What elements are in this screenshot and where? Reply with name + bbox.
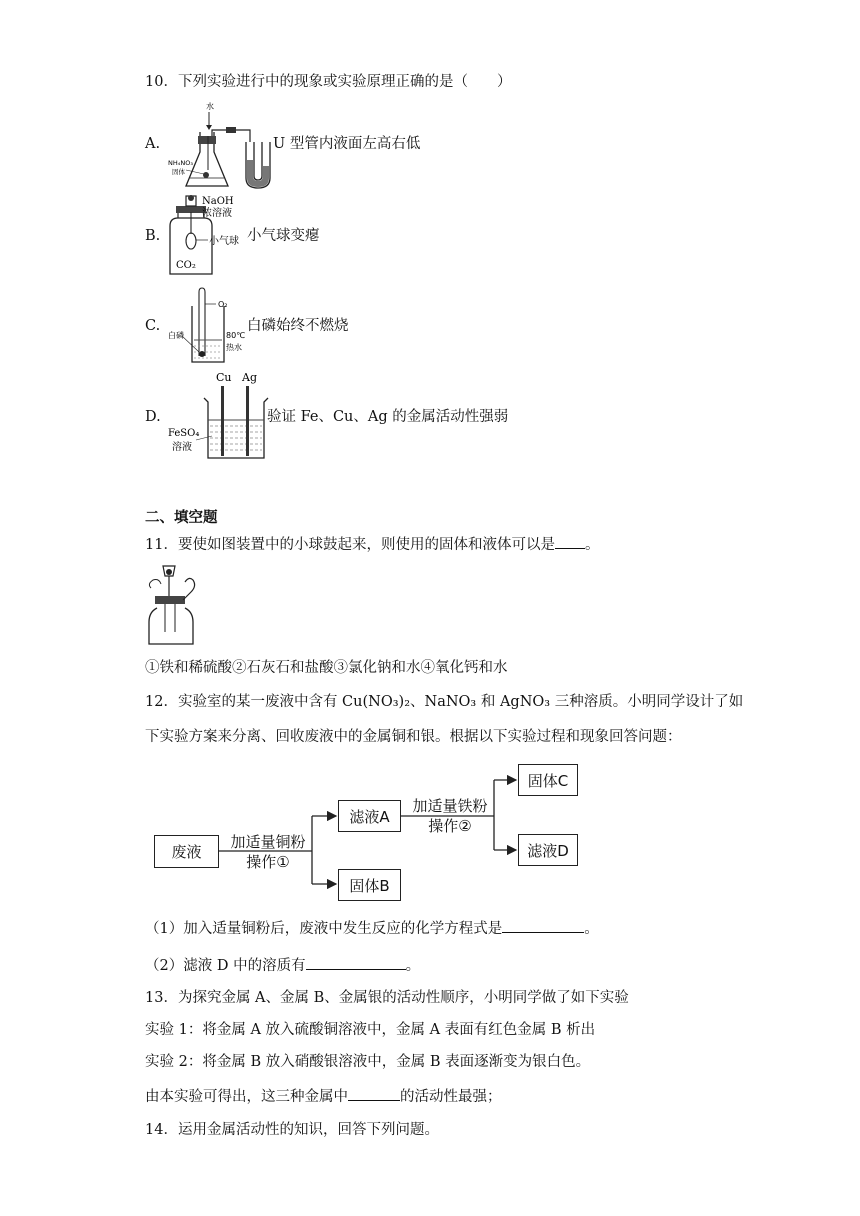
solid-label-2: 固体 [172, 168, 185, 176]
q10-option-a-apparatus [166, 100, 286, 192]
q13-stem: 13．为探究金属 A、金属 B、金属银的活动性顺序，小明同学做了如下实验 [145, 990, 629, 1006]
flow-box-filtrate-a: 滤液A [338, 800, 401, 832]
q13-experiment-2: 实验 2：将金属 B 放入硝酸银溶液中，金属 B 表面逐渐变为银白色。 [145, 1054, 591, 1070]
q10-option-c-text: 白磷始终不燃烧 [247, 318, 349, 334]
q12-sub1 [145, 918, 599, 939]
o2-label: O₂ [218, 300, 228, 309]
q10-option-d-text: 验证 Fe、Cu、Ag 的金属活动性强弱 [267, 409, 509, 425]
q11-answer-blank[interactable] [555, 534, 585, 549]
q10-stem: 10．下列实验进行中的现象或实验原理正确的是（ ） [145, 74, 512, 90]
section-title: 二、填空题 [145, 509, 218, 526]
ag-label: Ag [242, 371, 257, 384]
co2-label: CO₂ [176, 260, 196, 271]
cu-label: Cu [216, 371, 232, 384]
q11-choices: ①铁和稀硫酸②石灰石和盐酸③氯化钠和水④氧化钙和水 [145, 660, 508, 676]
q10-option-a-text: U 型管内液面左高右低 [273, 136, 421, 152]
naoh-label: NaOH [202, 196, 234, 207]
q11-stem-text: 11．要使如图装置中的小球鼓起来，则使用的固体和液体可以是 [145, 537, 555, 553]
flow-label-operation-2: 操作② [428, 817, 472, 835]
q12-sub1-blank[interactable] [502, 918, 584, 933]
feso4-label: FeSO₄ [168, 428, 200, 439]
q12-sub2-end: 。 [405, 958, 421, 974]
q13-conclusion-end: 的活动性最强； [400, 1089, 502, 1105]
q11-stem-end: 。 [584, 537, 600, 553]
q10-option-b-text: 小气球变瘪 [247, 228, 320, 244]
q12-sub1-text: （1）加入适量铜粉后，废液中发生反应的化学方程式是 [145, 921, 503, 937]
q10-option-c-letter: C. [145, 318, 161, 334]
q11-stem [145, 534, 599, 555]
solid-label-1: NH₄NO₃ [168, 159, 193, 167]
q12-sub2-text: （2）滤液 D 中的溶质有 [145, 958, 306, 974]
conc-solution-label: 浓溶液 [202, 208, 232, 219]
q10-option-d-apparatus [166, 370, 276, 460]
q12-line-1: 12．实验室的某一废液中含有 Cu(NO₃)₂、NaNO₃ 和 AgNO₃ 三种溶质。小明同学设计了如 [145, 694, 744, 710]
q10-option-b-apparatus [166, 192, 250, 278]
q10-option-b-letter: B. [145, 228, 161, 244]
q12-line-2: 下实验方案来分离、回收废液中的金属铜和银。根据以下实验过程和现象回答问题： [145, 729, 682, 745]
q13-conclusion-text: 由本实验可得出，这三种金属中 [145, 1089, 348, 1105]
flow-box-filtrate-d: 滤液D [518, 834, 578, 866]
q12-sub1-end: 。 [584, 921, 599, 937]
balloon-label: 小气球 [209, 236, 239, 247]
q13-conclusion [145, 1086, 502, 1107]
hot-water-label: 热水 [226, 343, 242, 352]
q12-sub2 [145, 955, 420, 976]
q12-sub2-blank[interactable] [306, 955, 406, 970]
q11-apparatus [145, 562, 203, 646]
flow-box-waste: 废液 [154, 835, 219, 868]
solution-label: 溶液 [172, 442, 192, 453]
q10-option-a-letter: A. [145, 136, 161, 152]
q10-option-c-apparatus [166, 284, 246, 368]
flow-box-solid-b: 固体B [338, 869, 401, 901]
flow-label-add-iron: 加适量铁粉 [412, 797, 488, 815]
flow-box-solid-c: 固体C [518, 764, 578, 796]
water-label: 水 [206, 102, 214, 111]
q10-option-d-letter: D. [145, 409, 161, 425]
q13-experiment-1: 实验 1：将金属 A 放入硫酸铜溶液中，金属 A 表面有红色金属 B 析出 [145, 1022, 596, 1038]
q13-answer-blank[interactable] [348, 1086, 400, 1101]
q14-stem: 14．运用金属活动性的知识，回答下列问题。 [145, 1122, 439, 1138]
flow-label-operation-1: 操作① [246, 853, 290, 871]
white-phosphorus-label: 白磷 [168, 331, 184, 340]
flow-label-add-copper: 加适量铜粉 [230, 833, 306, 851]
temperature-label: 80℃ [226, 331, 246, 340]
